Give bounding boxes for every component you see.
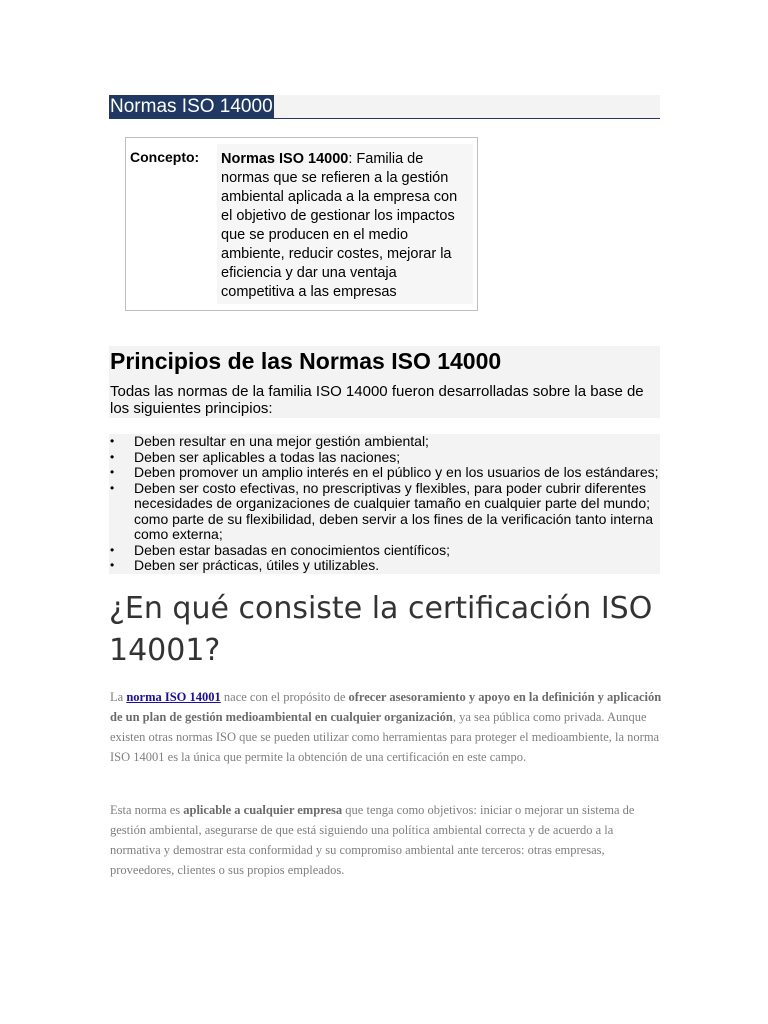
- p2-text-a: Esta norma es: [110, 803, 184, 817]
- p1-text-a: La: [110, 690, 127, 704]
- certification-paragraph-1: [110, 687, 662, 767]
- list-item: • Deben ser aplicables a todas las naciones;: [109, 450, 660, 466]
- list-item: • Deben resultar en una mejor gestión ambiental;: [109, 434, 660, 450]
- p1-text-c: , ya sea pública como privada. Aunque existen otras normas ISO que se pueden utilizar como herramientas para proteger el medioambiente, la norma ISO 14001 es la única que permite la obtención de una certificación en este campo.: [110, 710, 660, 764]
- concept-definition: [221, 150, 471, 302]
- title-bar: [109, 95, 660, 119]
- p1-bold: ofrecer asesoramiento y apoyo en la definición y aplicación de un plan de gestión medioambiental en cualquier organización: [110, 690, 662, 724]
- certification-heading: ¿En qué consiste la certificación ISO 14001?: [109, 591, 653, 668]
- concept-term: Normas ISO 14000: [221, 151, 349, 167]
- page-title: Normas ISO 14000: [110, 96, 273, 117]
- principles-title: Principios de las Normas ISO 14000: [110, 348, 502, 374]
- list-item: • Deben promover un amplio interés en el público y en los usuarios de los estándares;: [109, 465, 660, 481]
- principles-list: [109, 434, 660, 574]
- concept-cell: [217, 144, 473, 304]
- list-item: • Deben ser prácticas, útiles y utilizables.: [109, 558, 660, 574]
- principles-header: [109, 346, 660, 418]
- iso-14001-link[interactable]: norma ISO 14001: [126, 690, 221, 704]
- list-item: • Deben estar basadas en conocimientos científicos;: [109, 543, 660, 559]
- principles-intro: Todas las normas de la familia ISO 14000 fueron desarrolladas sobre la base de los siguientes principios:: [110, 383, 644, 417]
- concept-definition-text: : Familia de normas que se refieren a la gestión ambiental aplicada a la empresa con el objetivo de gestionar los impactos que se producen en el medio ambiente, reducir costes, mejorar la eficiencia y dar una ventaja competitiva a las empresas: [221, 151, 458, 300]
- p2-text-b: que tenga como objetivos: iniciar o mejorar un sistema de gestión ambiental, asegurarse de que está siguiendo una política ambiental correcta y de acuerdo a la normativa y demostrar esta conformidad y su compromiso ambiental ante terceros: otras empresas, proveedores, clientes o sus propios empleados.: [110, 803, 635, 877]
- concept-table: [125, 137, 478, 311]
- p1-text-b: nace con el propósito de: [220, 690, 349, 704]
- certification-paragraph-2: [110, 800, 662, 880]
- p2-bold: aplicable a cualquier empresa: [183, 803, 343, 817]
- concept-label: Concepto:: [130, 149, 200, 165]
- list-item: • Deben ser costo efectivas, no prescriptivas y flexibles, para poder cubrir diferentes necesidades de organizaciones de cualquier tamaño en cualquier parte del mundo; como parte de su flexibilidad, deben servir a los fines de la verificación tanto interna como externa;: [109, 481, 660, 543]
